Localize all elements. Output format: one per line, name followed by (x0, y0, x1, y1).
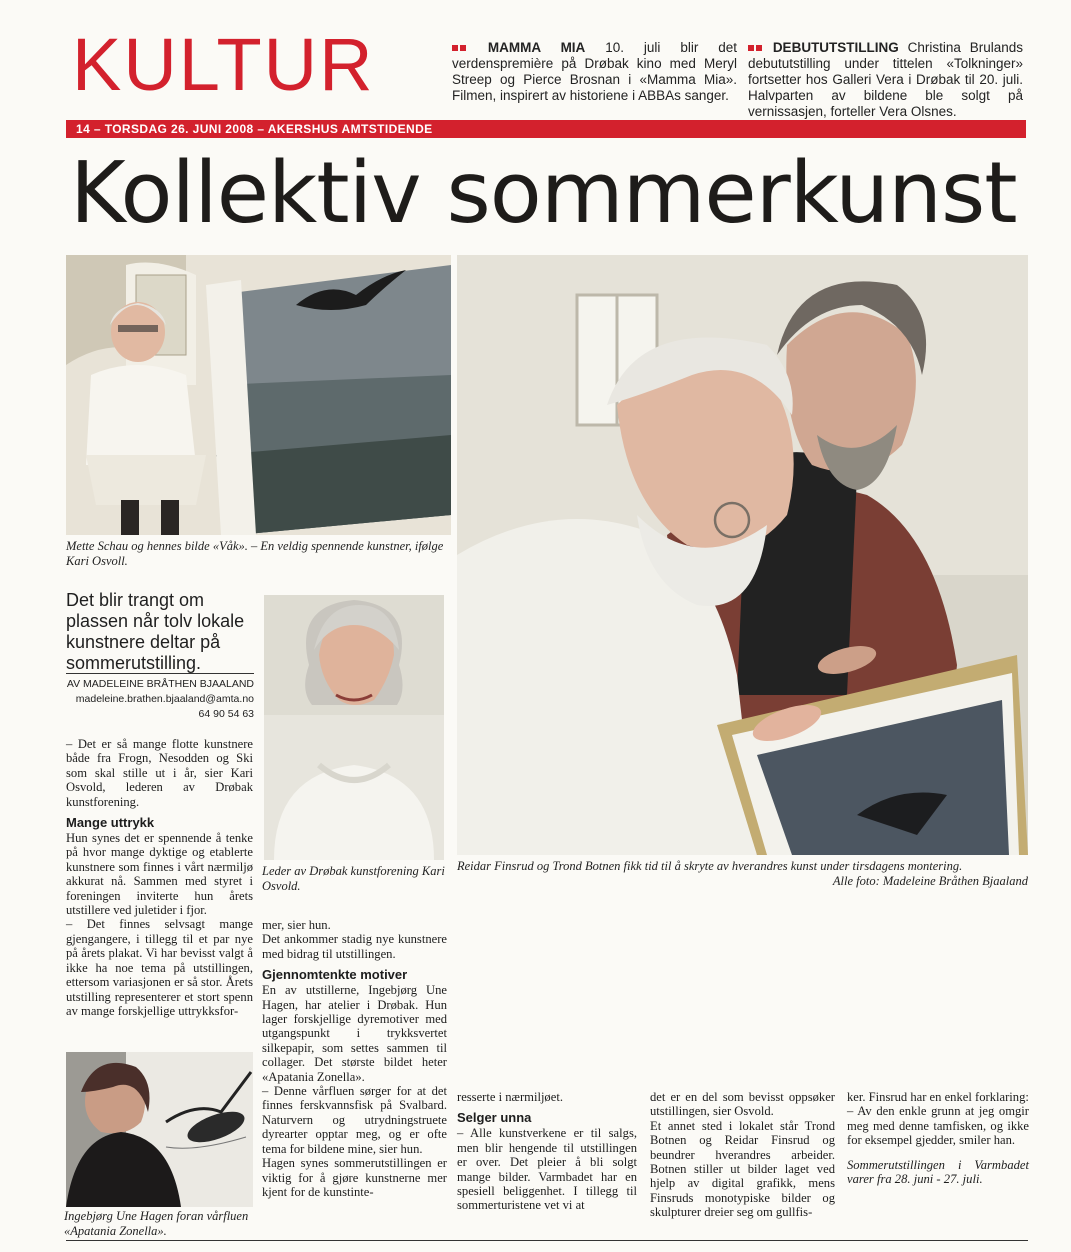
teaser-debututstilling (748, 40, 1023, 120)
paragraph: Det ankommer stadig nye kunstnere med bidrag til utstillingen. (262, 932, 447, 961)
photo-mette-schau-image (66, 255, 451, 535)
paragraph: – Det er så mange flotte kunstnere både fra Frogn, Nesodden og Ski som skal stille ut i år, sier Kari Osvold, lederen av Drøbak kunstforening. (66, 737, 253, 809)
byline-phone: 64 90 54 63 (198, 708, 254, 720)
subheading-selger-unna: Selger unna (457, 1110, 532, 1126)
paragraph: – Denne vårfluen sørger for at det finnes ferskvannsfisk på Svalbard. Naturvern og utrydningstruete dyrearter opptar meg, og er ofte tema for bildene mine, sier hun. (262, 1084, 447, 1156)
article-column-1 (66, 737, 253, 1018)
paragraph: Hun synes det er spennende å tenke på hvor mange dyktige og etablerte kunstnere som finnes i vårt nærmiljø akkurat nå. Sammen med styret i foreningen inviterte hun årets utstillere ved juletider i fjor. (66, 831, 253, 918)
bottom-rule (66, 1240, 1028, 1241)
article-column-2 (262, 918, 447, 1199)
paragraph: – Av den enkle grunn at jeg omgir meg med denne tamfisken, og ikke for eksempel gjedder, smiler han. (847, 1104, 1029, 1148)
paragraph: Et annet sted i lokalet står Trond Botnen og Reidar Finsrud og beundrer hverandres arbeider. Botnen stiller ut bilder laget ved hjelp av digital grafikk, mens Finsruds monotypiske bilder og skulpturer dreier seg om gullfis- (650, 1118, 835, 1220)
ingress: Det blir trangt om plassen når tolv lokale kunstnere deltar på sommerutstilling. (66, 590, 245, 673)
article-column-5 (847, 1090, 1029, 1186)
paragraph: ker. Finsrud har en enkel forklaring: (847, 1090, 1029, 1104)
section-title: KULTUR (72, 23, 375, 106)
photo-kari-osvold-image (264, 595, 444, 860)
photo-ingebjorg-image (66, 1052, 253, 1207)
teaser-text: 10. juli blir det verdenspremière på Drøbak kino med Meryl Streep og Pierce Brosnan i «Mamma Mia». Filmen, inspirert av historiene i ABBAs sanger. (452, 40, 737, 103)
caption-kari-osvold: Leder av Drøbak kunstforening Kari Osvold. (262, 864, 445, 893)
subheading-gjennomtenkte-motiver: Gjennomtenkte motiver (262, 967, 408, 983)
bullet-square-icon (452, 45, 458, 51)
headline: Kollektiv sommerkunst (70, 144, 1017, 243)
article-column-4 (650, 1090, 835, 1220)
paragraph: det er en del som bevisst oppsøker utstillingen, sier Osvold. (650, 1090, 835, 1119)
paragraph: – Alle kunstverkene er til salgs, men blir hengende til utstillingen er over. Det pleier å bli solgt mange bilder. Varmbadet har en spesiell beliggenhet. I tillegg til sommerturistene vet vi at (457, 1126, 637, 1213)
photo-ingebjorg-une-hagen (66, 1052, 253, 1207)
photo-credit: Alle foto: Madeleine Bråthen Bjaaland (832, 874, 1028, 888)
subheading-mange-uttrykk: Mange uttrykk (66, 815, 155, 831)
byline-author: AV MADELEINE BRÅTHEN BJAALAND (66, 678, 254, 690)
bullet-square-icon (460, 45, 466, 51)
page-info-bar: 14 – TORSDAG 26. JUNI 2008 – AKERSHUS AMTSTIDENDE (66, 120, 1026, 138)
bullet-square-icon (756, 45, 762, 51)
photo-mette-schau (66, 255, 451, 535)
paragraph: En av utstillerne, Ingebjørg Une Hagen, har atelier i Drøbak. Hun lager forskjellige dyremotiver med utgangspunkt i trykksvertet silkepapir, som settes sammen til collager. Det største bildet heter «Apatania Zonella». (262, 983, 447, 1084)
caption-ingebjorg: Ingebjørg Une Hagen foran vårfluen «Apatania Zonella». (64, 1209, 249, 1238)
paragraph: mer, sier hun. (262, 918, 331, 932)
paragraph: Hagen synes sommerutstillingen er viktig for å gjøre kunstnerne mer kjent for de kunstinte- (262, 1156, 447, 1199)
caption-main: Reidar Finsrud og Trond Botnen fikk tid til å skryte av hverandres kunst under tirsdagens montering. (457, 859, 963, 873)
byline (66, 677, 254, 722)
teaser-mamma-mia (452, 40, 737, 104)
photo-main-image (457, 255, 1028, 855)
caption-mette-schau: Mette Schau og hennes bilde «Våk». – En veldig spennende kunstner, ifølge Kari Osvoll. (66, 539, 444, 568)
teaser-tag: MAMMA MIA (487, 40, 586, 55)
paragraph: resserte i nærmiljøet. (457, 1090, 563, 1104)
photo-kari-osvold (264, 595, 444, 860)
bullet-square-icon (748, 45, 754, 51)
article-column-3 (457, 1090, 637, 1213)
teaser-text: Christina Brulands debututstilling under tittelen «Tolkninger» fortsetter hos Galleri Vera i Drøbak til 20. juli. Halvparten av bildene ble solgt på vernissasjen, forteller Vera Olsnes. (748, 40, 1023, 119)
teaser-tag: DEBUTUTSTILLING (772, 40, 899, 55)
photo-main-finsrud-botnen (457, 255, 1028, 855)
paragraph: – Det finnes selvsagt mange gjengangere, i tillegg til et par nye på årets plakat. Vi har bevisst valgt å ikke ha noe tema på utstillingen, ettersom variasjonen er så stor. Årets utstilling representerer et stort spenn av mange forskjellige uttrykksfor- (66, 917, 253, 1018)
byline-email: madeleine.brathen.bjaaland@amta.no (75, 693, 254, 705)
exhibition-note: Sommerutstillingen i Varmbadet varer fra 28. juni - 27. juli. (847, 1157, 1029, 1187)
byline-rule (66, 673, 254, 674)
